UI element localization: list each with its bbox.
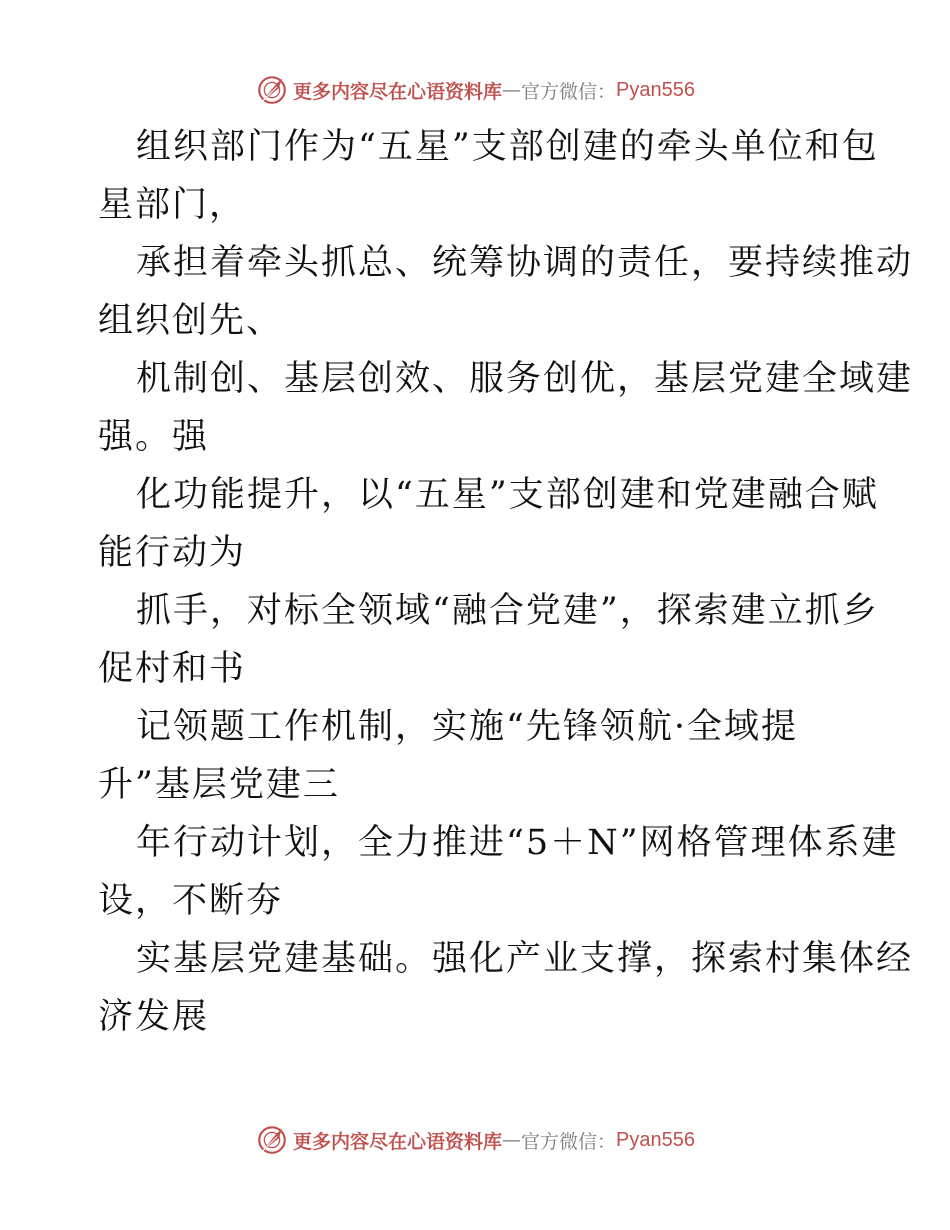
body-line: 记领题工作机制，实施“先锋领航·全域提 bbox=[136, 707, 799, 747]
body-line: 机制创、基层创效、服务创优，基层党建全域建 bbox=[136, 359, 914, 399]
banner-wechat-id: Pyan556 bbox=[616, 78, 695, 101]
banner-separator: — bbox=[502, 79, 522, 101]
body-line: 升”基层党建三 bbox=[98, 765, 340, 805]
footer-banner bbox=[0, 1120, 950, 1160]
body-line: 能行动为 bbox=[98, 533, 247, 573]
body-line: 强。强 bbox=[98, 417, 210, 457]
body-line: 促村和书 bbox=[98, 649, 247, 689]
body-line: 星部门， bbox=[98, 185, 247, 225]
header-banner bbox=[0, 70, 950, 110]
feather-pen-logo-icon bbox=[255, 1123, 289, 1157]
banner-wechat-id: Pyan556 bbox=[616, 1128, 695, 1151]
body-line: 抓手，对标全领域“融合党建”，探索建立抓乡 bbox=[136, 591, 879, 631]
body-line: 化功能提升，以“五星”支部创建和党建融合赋 bbox=[136, 475, 879, 515]
body-line: 济发展 bbox=[98, 997, 210, 1037]
banner-site-text: 更多内容尽在心语资料库 bbox=[293, 80, 503, 103]
banner-wechat-label: 官方微信： bbox=[521, 1130, 617, 1153]
feather-pen-logo-icon bbox=[255, 73, 289, 107]
banner-site-text: 更多内容尽在心语资料库 bbox=[293, 1130, 503, 1153]
banner-separator: — bbox=[502, 1129, 522, 1151]
body-line: 设，不断夯 bbox=[98, 881, 284, 921]
banner-wechat-label: 官方微信： bbox=[521, 80, 617, 103]
body-line: 年行动计划，全力推进“5＋N”网格管理体系建 bbox=[136, 823, 899, 863]
body-line: 实基层党建基础。强化产业支撑，探索村集体经 bbox=[136, 939, 914, 979]
body-line: 组织创先、 bbox=[98, 301, 284, 341]
document-body bbox=[98, 118, 914, 1046]
body-line: 承担着牵头抓总、统筹协调的责任，要持续推动 bbox=[136, 243, 914, 283]
body-line: 组织部门作为“五星”支部创建的牵头单位和包 bbox=[136, 127, 879, 167]
